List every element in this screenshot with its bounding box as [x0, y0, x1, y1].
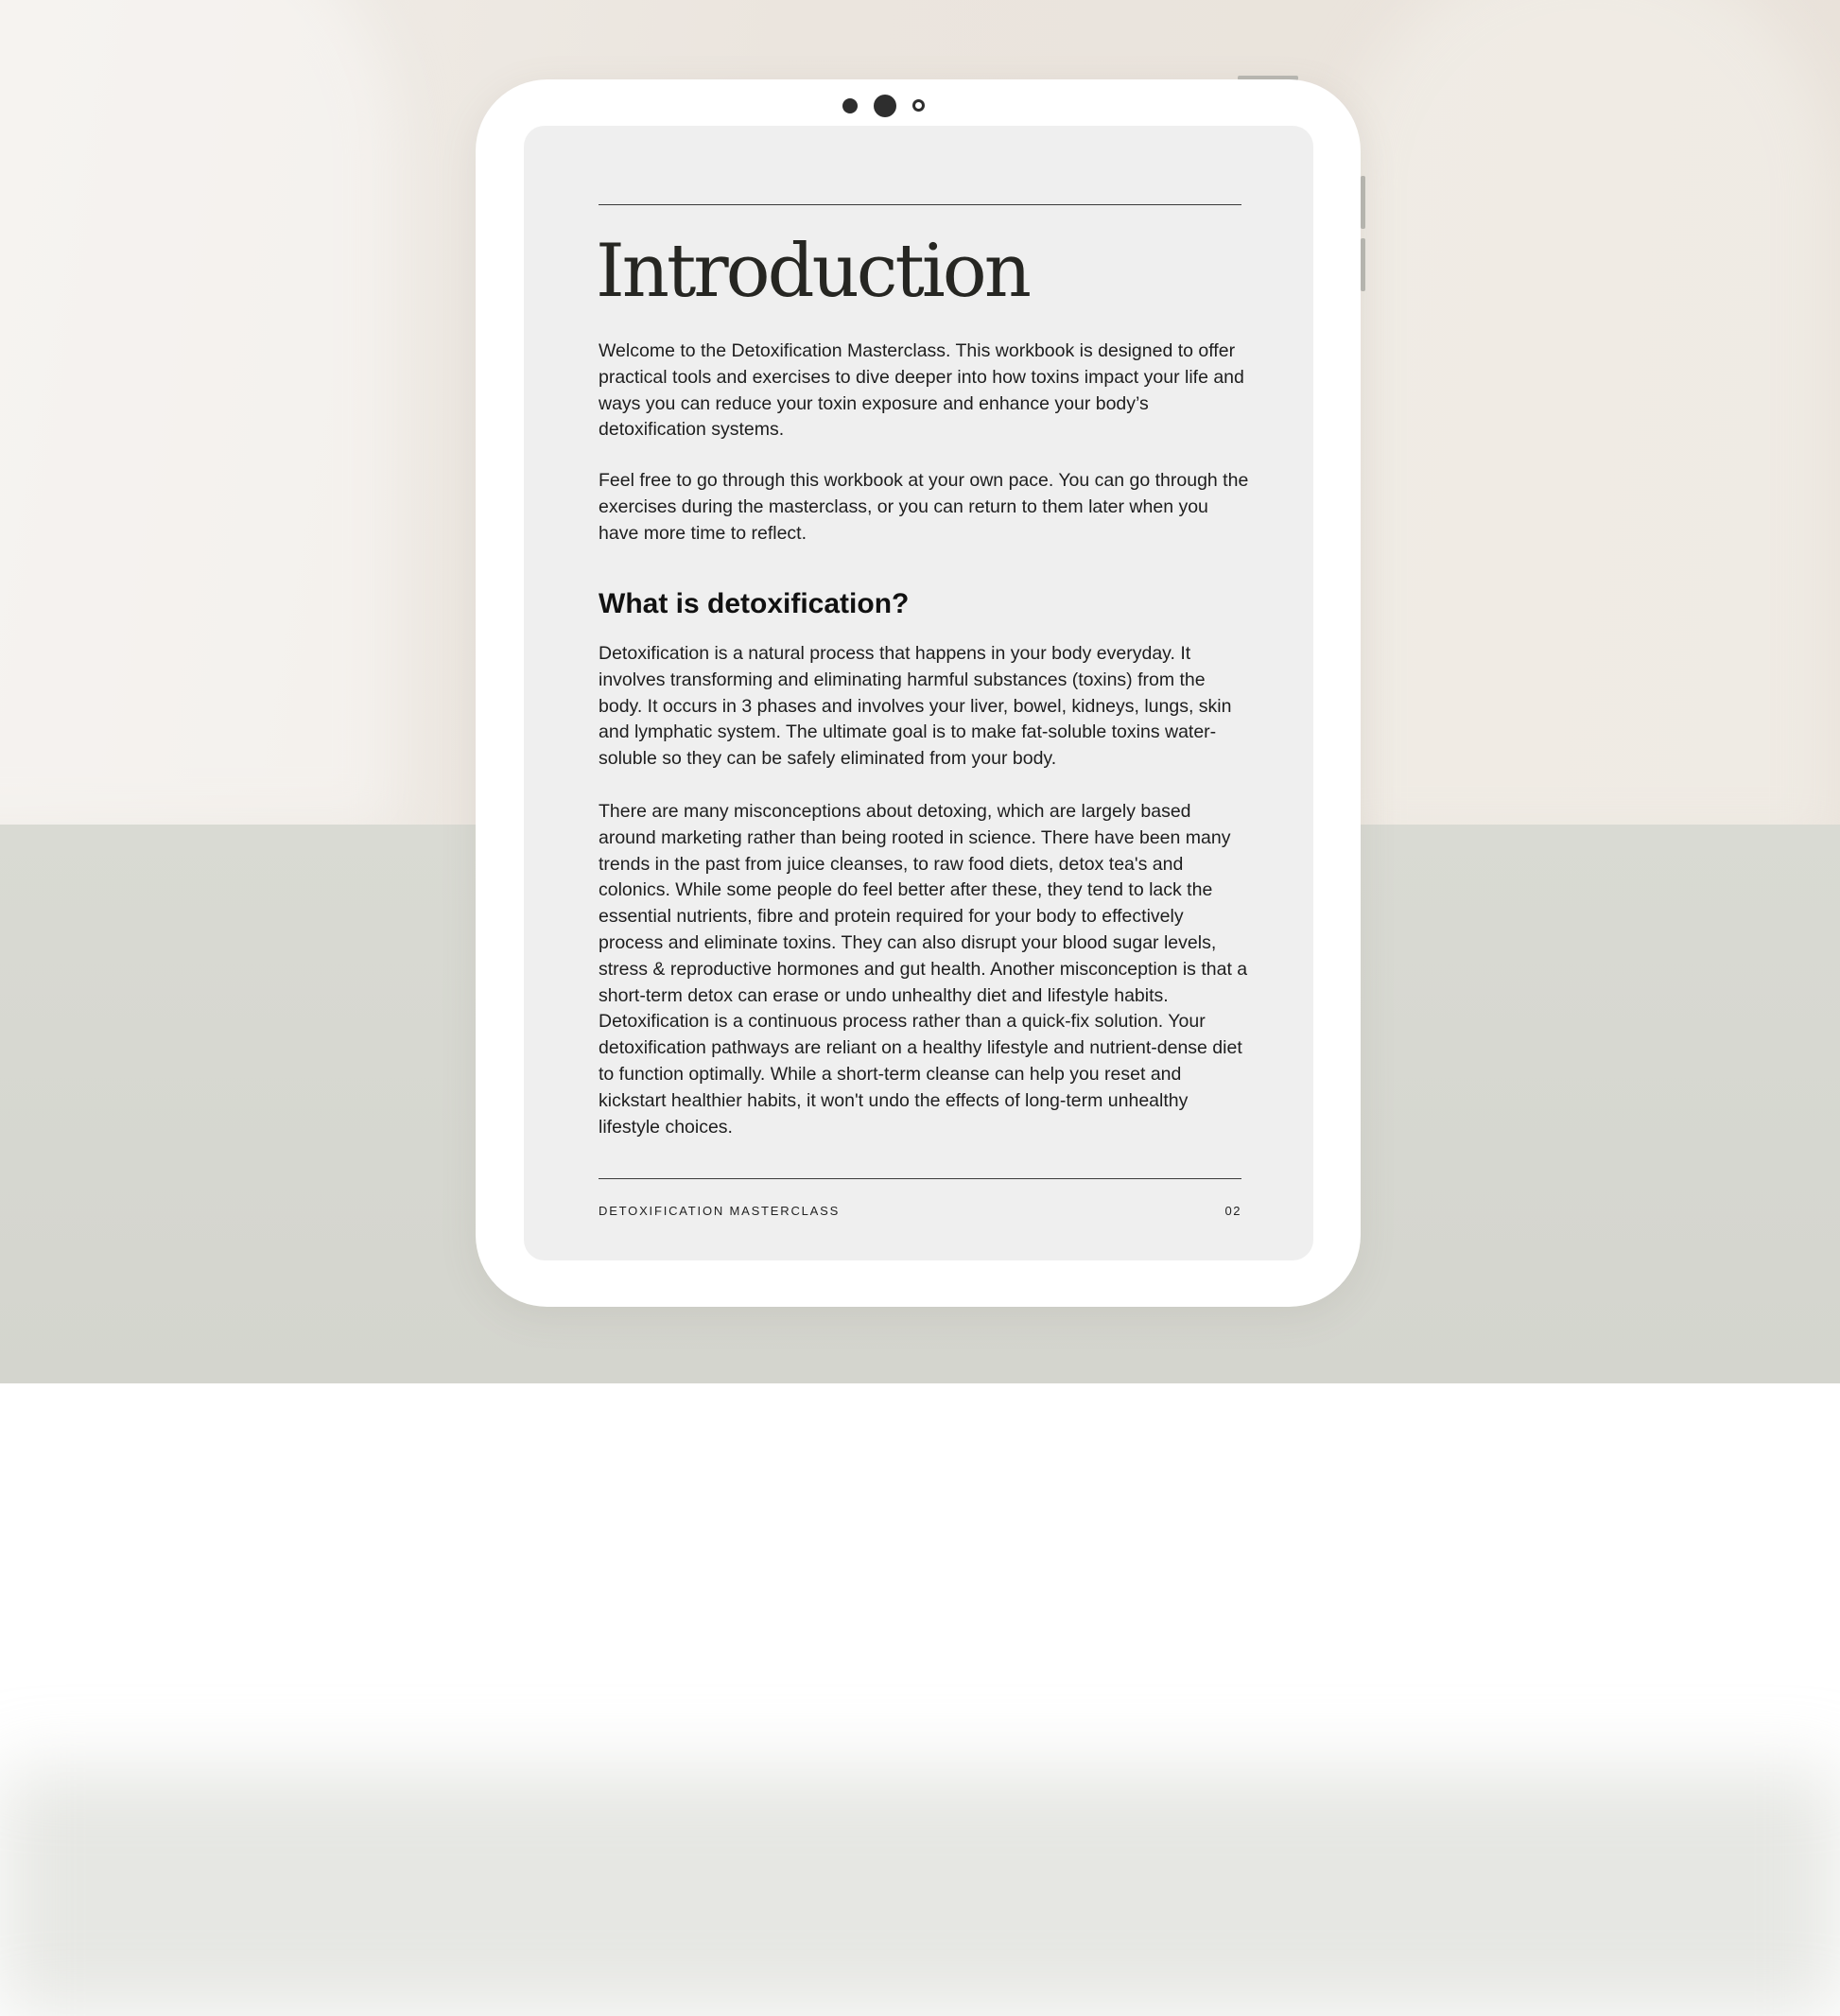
floor-shadow — [0, 1770, 1840, 2016]
section-paragraph-1: Detoxification is a natural process that happens in your body everyday. It involves transforming and eliminating harmful substances (toxins) from the body. It occurs in 3 phases and involves your liver, bowel, kidneys, lungs, skin and lymphatic system. The ultimate goal is to make fat-soluble toxins water-soluble so they can be safely eliminated from your body. — [599, 643, 1232, 770]
bottom-divider — [599, 1178, 1241, 1179]
tablet-screen — [524, 126, 1313, 1260]
intro-paragraph-1: Welcome to the Detoxification Masterclass. This workbook is designed to offer practical tools and exercises to dive deeper into how toxins impact your life and ways you can reduce your toxin exposure and enhance your body’s detoxification systems. — [599, 340, 1244, 441]
intro-paragraph-2: Feel free to go through this workbook at your own pace. You can go through the exercises during the masterclass, or you can return to them later when you have more time to reflect. — [599, 470, 1249, 544]
volume-up-button[interactable] — [1361, 176, 1365, 229]
section-paragraph-2: There are many misconceptions about detoxing, which are largely based around marketing rather than being rooted in science. There have been many trends in the past from juice cleanses, to raw food diets, detox tea's and colonics. While some people do feel better after these, they tend to lack the essential nutrients, fibre and protein required for your body to effectively process and eliminate toxins. They can also disrupt your blood sugar levels, stress & reproductive hormones and gut health. Another misconception is that a short-term detox can erase or undo unhealthy diet and lifestyle habits. Detoxification is a continuous process rather than a quick-fix solution. Your detoxification pathways are reliant on a healthy lifestyle and nutrient-dense diet to function optimally. While a short-term cleanse can help you reset and kickstart healthier habits, it won't undo the effects of long-term unhealthy lifestyle choices. — [599, 801, 1248, 1138]
volume-down-button[interactable] — [1361, 238, 1365, 291]
window-shadow-right — [1343, 0, 1834, 851]
top-divider — [599, 204, 1241, 205]
window-shadow-left — [0, 0, 397, 832]
footer-label: DETOXIFICATION MASTERCLASS — [599, 1204, 841, 1218]
page-title: Introduction — [596, 229, 1029, 314]
sensor-dot — [842, 98, 858, 113]
page-number: 02 — [1224, 1204, 1241, 1218]
section-heading: What is detoxification? — [599, 588, 910, 619]
light-sensor — [912, 99, 925, 112]
camera-lens — [874, 95, 896, 117]
